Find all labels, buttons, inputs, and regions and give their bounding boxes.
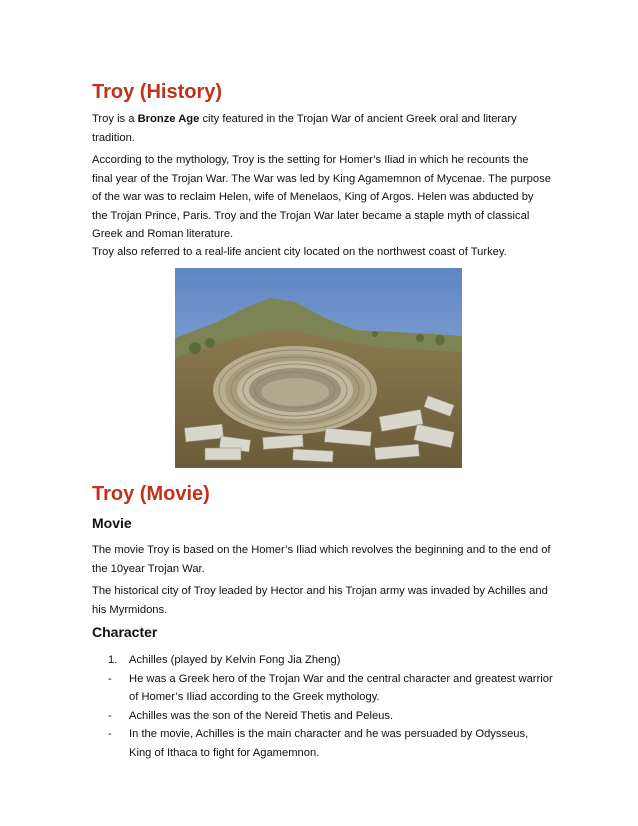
history-heading: Troy (History) <box>92 81 223 103</box>
history-p1-text-start: Troy is a <box>92 113 138 125</box>
troy-ruins-photo <box>175 268 462 468</box>
history-paragraph-2: According to the mythology, Troy is the setting for Homer’s Iliad in which he recounts the final year of the Trojan War. The War was led by King Agamemnon of Mycenae. The purpose of the war was to reclaim Helen, wife of Menelaos, King of Argos. Helen was abducted by the Trojan Prince, Paris. Troy and the Trojan War later became a staple myth of classical Greek and Roman literature. <box>92 154 551 240</box>
list-item-text: In the movie, Achilles is the main character and he was persuaded by Odysseus, King of Ithaca to fight for Agamemnon. <box>129 728 529 759</box>
bronze-age-bold: Bronze Age <box>137 113 200 125</box>
movie-paragraph-2: The historical city of Troy leaded by Hector and his Trojan army was invaded by Achilles and his Myrmidons. <box>92 585 548 616</box>
history-paragraph-3: Troy also referred to a real-life ancient city located on the northwest coast of Turkey. <box>92 246 507 258</box>
list-item <box>108 707 553 726</box>
list-marker: - <box>108 728 112 740</box>
history-paragraph-1 <box>92 110 552 147</box>
list-marker: - <box>108 709 112 722</box>
movie-heading: Troy (Movie) <box>92 483 210 505</box>
list-item-text: Achilles (played by Kelvin Fong Jia Zheng) <box>129 654 341 666</box>
list-item-text: Achilles was the son of the Nereid Thetis and Peleus. <box>129 709 394 722</box>
list-item <box>108 670 553 707</box>
list-marker: - <box>108 672 112 685</box>
list-item <box>108 725 553 762</box>
list-item <box>108 651 553 670</box>
character-heading: Character <box>92 624 158 640</box>
history-p1-text-end: city featured in the Trojan War of ancient Greek oral and literary tradition. <box>92 113 517 144</box>
list-item-text: He was a Greek hero of the Trojan War and the central character and greatest warrior of Homer’s Iliad according to the Greek mythology. <box>129 672 553 703</box>
movie-paragraph-1: The movie Troy is based on the Homer’s Iliad which revolves the beginning and to the end of the 10year Trojan War. <box>92 544 551 575</box>
list-marker: 1. <box>108 654 118 666</box>
character-list <box>108 651 553 762</box>
movie-subheading: Movie <box>92 515 132 531</box>
